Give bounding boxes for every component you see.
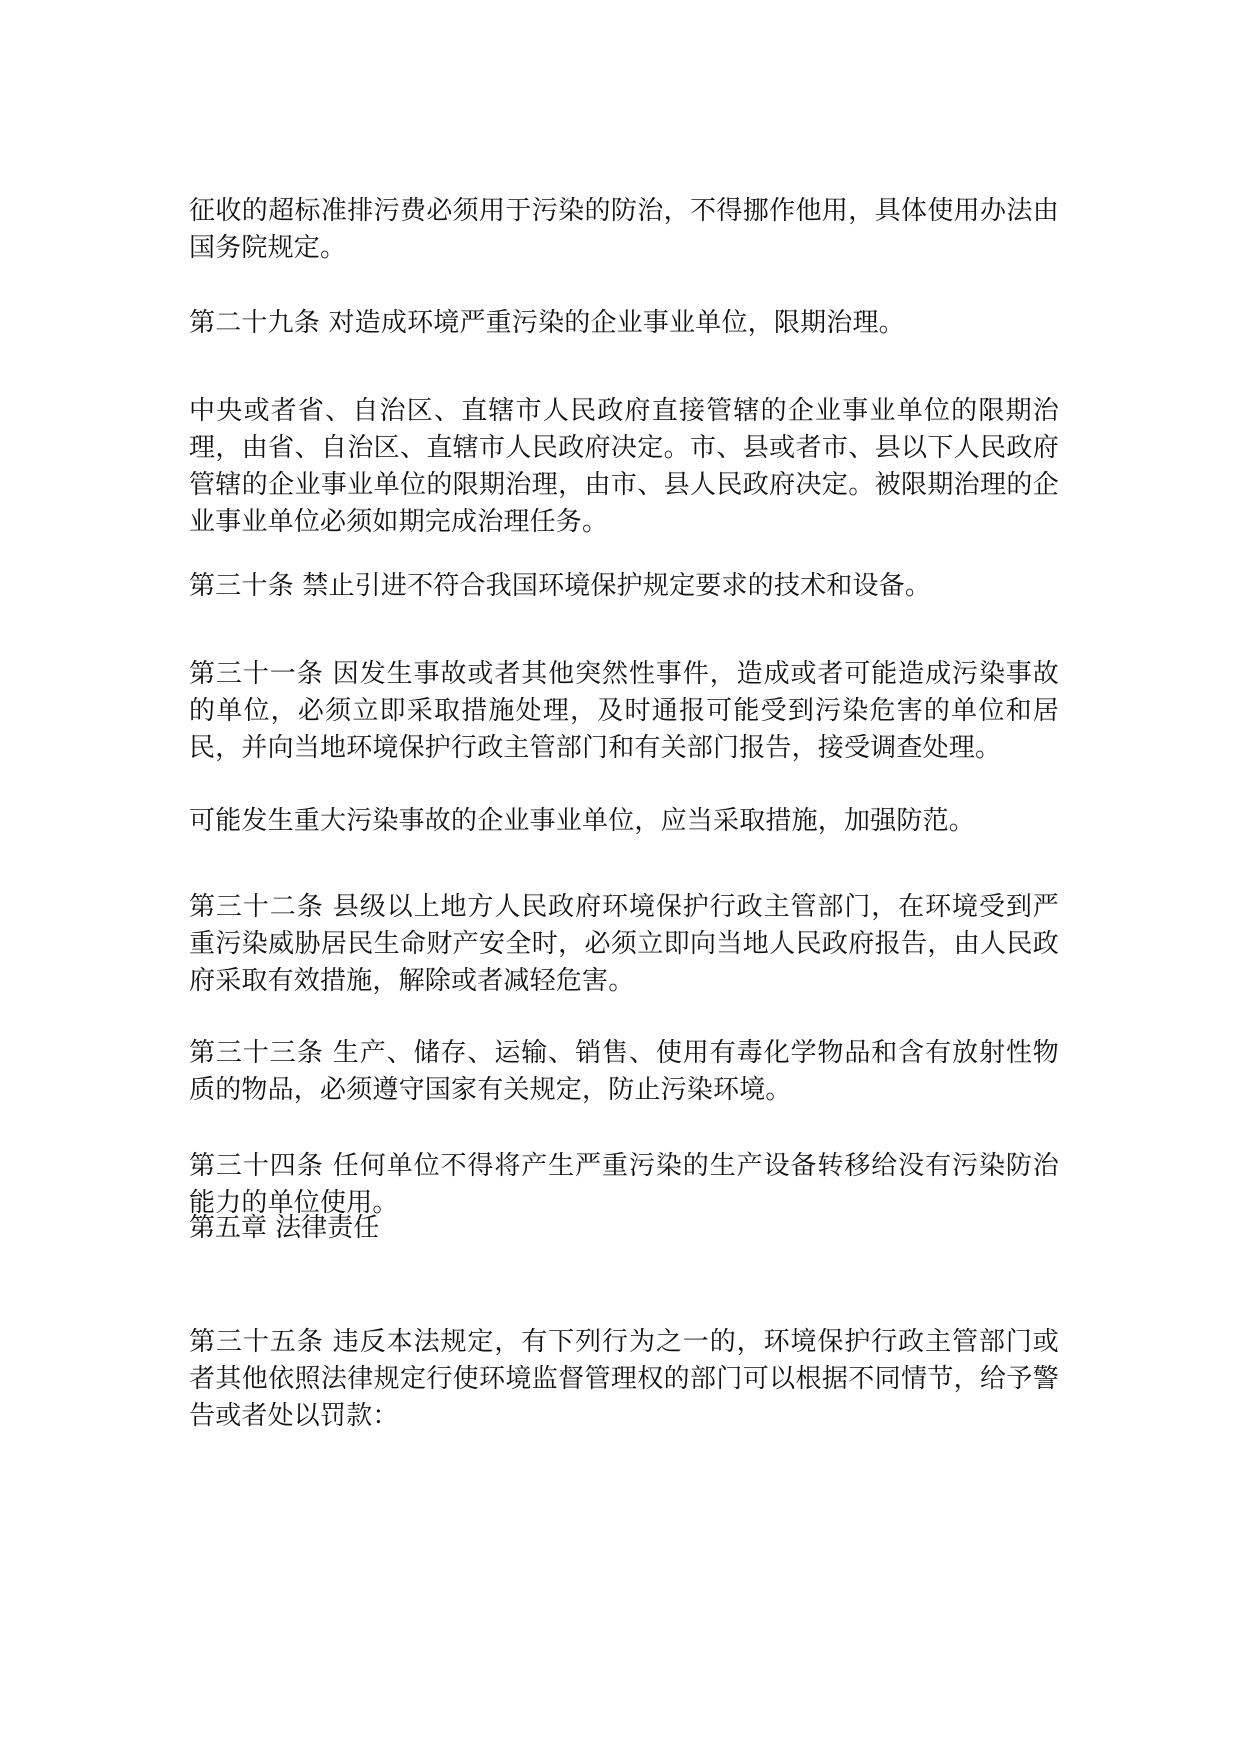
article-30: 第三十条 禁止引进不符合我国环境保护规定要求的技术和设备。 (189, 571, 932, 601)
article-31: 第三十一条 因发生事故或者其他突然性事件，造成或者可能造成污染事故的单位，必须立即采取措施处理，及时通报可能受到污染危害的单位和居民，并向当地环境保护行政主管部门和有关部门报告，接受调查处理。 (189, 659, 1059, 763)
article-32: 第三十二条 县级以上地方人民政府环境保护行政主管部门，在环境受到严重污染威胁居民生命财产安全时，必须立即向当地人民政府报告，由人民政府采取有效措施，解除或者减轻危害。 (189, 892, 1059, 996)
chapter-heading: 第五章 法律责任 (189, 1213, 380, 1243)
article-34: 第三十四条 任何单位不得将产生严重污染的生产设备转移给没有污染防治能力的单位使用。 (189, 1151, 1059, 1218)
article-35: 第三十五条 违反本法规定，有下列行为之一的，环境保护行政主管部门或者其他依照法律规定行使环境监督管理权的部门可以根据不同情节，给予警告或者处以罚款： (189, 1327, 1059, 1431)
article-33: 第三十三条 生产、储存、运输、销售、使用有毒化学物品和含有放射性物质的物品，必须遵守国家有关规定，防止污染环境。 (189, 1038, 1059, 1105)
paragraph-fee-usage: 征收的超标准排污费必须用于污染的防治，不得挪作他用，具体使用办法由国务院规定。 (189, 196, 1059, 263)
paragraph-deadline-treatment: 中央或者省、自治区、直辖市人民政府直接管辖的企业事业单位的限期治理，由省、自治区、直辖市人民政府决定。市、县或者市、县以下人民政府管辖的企业事业单位的限期治理，由市、县人民政府决定。被限期治理的企业事业单位必须如期完成治理任务。 (189, 396, 1059, 537)
article-29: 第二十九条 对造成环境严重污染的企业事业单位，限期治理。 (189, 308, 905, 338)
paragraph-accident-prevention: 可能发生重大污染事故的企业事业单位，应当采取措施，加强防范。 (189, 806, 976, 836)
